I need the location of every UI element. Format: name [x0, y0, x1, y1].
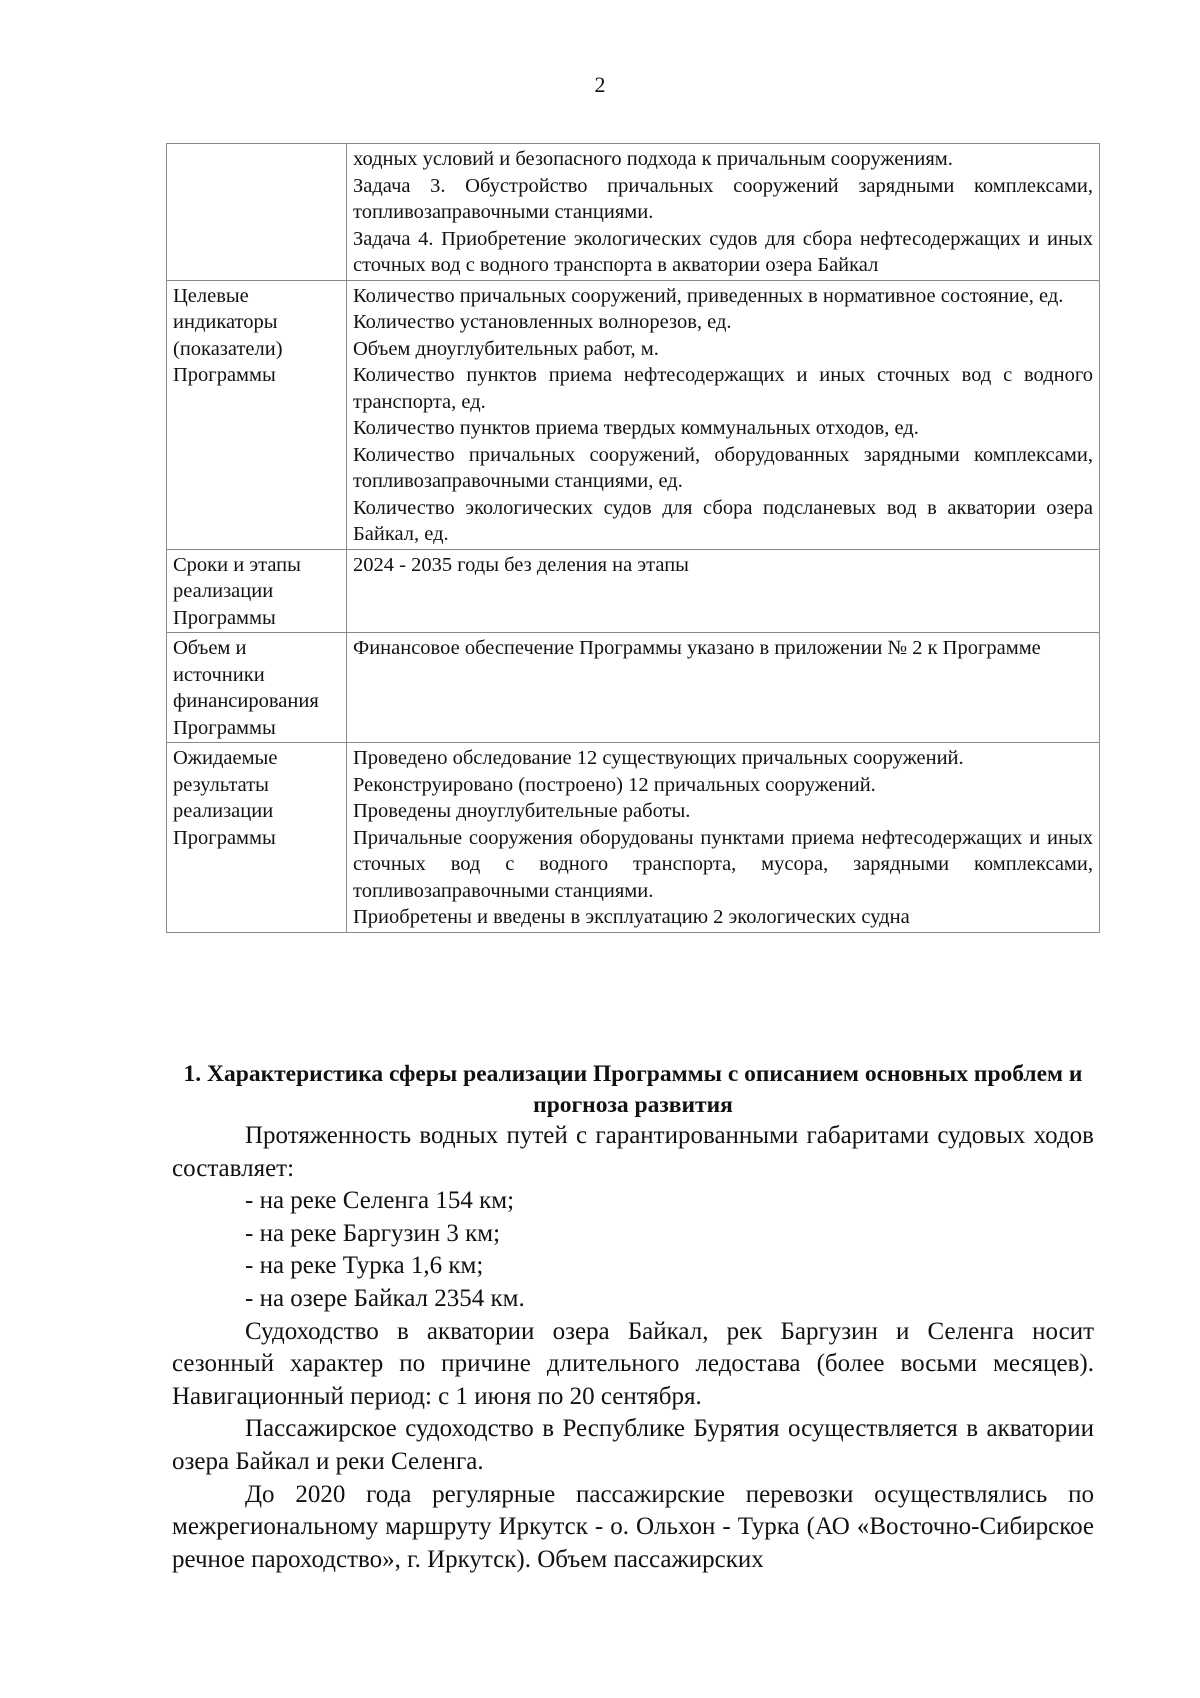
content-line: Количество пунктов приема твердых коммунальных отходов, ед.	[353, 417, 919, 439]
list-item: - на реке Турка 1,6 км;	[245, 1252, 484, 1280]
content-line: Количество установленных волнорезов, ед.	[353, 311, 732, 333]
content-line: Задача 3. Обустройство причальных сооружений зарядными комплексами, топливозаправочными станциями.	[353, 174, 1093, 223]
row-content	[347, 633, 1100, 743]
page-number: 2	[594, 72, 606, 97]
content-line: Причальные сооружения оборудованы пунктами приема нефтесодержащих и иных сточных вод с водного транспорта, мусора, зарядными комплексами, топливозаправочными станциями.	[353, 826, 1093, 902]
program-passport-table	[166, 143, 1100, 933]
table-row	[167, 280, 1100, 549]
list-item: - на озере Байкал 2354 км.	[245, 1284, 525, 1312]
paragraph: Протяженность водных путей с гарантированными габаритами судовых ходов составляет:	[172, 1122, 1094, 1182]
content-line: Количество причальных сооружений, оборудованных зарядными комплексами, топливозаправочными станциями, ед.	[353, 443, 1093, 492]
row-content	[347, 549, 1100, 633]
row-label: Объем и источники финансирования Программы	[167, 633, 347, 743]
table-row	[167, 549, 1100, 633]
table-row	[167, 743, 1100, 933]
list-item: - на реке Селенга 154 км;	[245, 1187, 515, 1215]
content-line: Финансовое обеспечение Программы указано в приложении № 2 к Программе	[353, 637, 1041, 659]
content-line: Проведены дноуглубительные работы.	[353, 800, 691, 822]
row-label: Сроки и этапы реализации Программы	[167, 549, 347, 633]
paragraph: До 2020 года регулярные пассажирские перевозки осуществлялись по межрегиональному маршруту Иркутск - о. Ольхон - Турка (АО «Восточно-Сибирское речное пароходство», г. Иркутск). Объем пассажирских	[172, 1480, 1094, 1573]
row-label: Целевые индикаторы (показатели) Программы	[167, 280, 347, 549]
row-label: Ожидаемые результаты реализации Программы	[167, 743, 347, 933]
row-content	[347, 280, 1100, 549]
paragraph: Судоходство в акватории озера Байкал, рек Баргузин и Селенга носит сезонный характер по причине длительного ледостава (более восьми месяцев). Навигационный период: с 1 июня по 20 сентября.	[172, 1317, 1094, 1410]
list-item: - на реке Баргузин 3 км;	[245, 1219, 501, 1247]
paragraph: Пассажирское судоходство в Республике Бурятия осуществляется в акватории озера Байкал и реки Селенга.	[172, 1415, 1094, 1475]
content-line: Количество причальных сооружений, приведенных в нормативное состояние, ед.	[353, 284, 1064, 307]
content-line: Объем дноуглубительных работ, м.	[353, 337, 659, 360]
row-label	[167, 144, 347, 281]
table-row	[167, 633, 1100, 743]
content-line: ходных условий и безопасного подхода к причальным сооружениям.	[353, 148, 953, 170]
row-content	[347, 743, 1100, 933]
content-line: Количество экологических судов для сбора подсланевых вод в акватории озера Байкал, ед.	[353, 496, 1093, 545]
section-body	[172, 1120, 1094, 1576]
section-heading: 1. Характеристика сферы реализации Программы с описанием основных проблем и прогноза развития	[183, 1060, 1083, 1118]
row-content	[347, 144, 1100, 281]
content-line: 2024 - 2035 годы без деления на этапы	[353, 553, 689, 576]
content-line: Реконструировано (построено) 12 причальных сооружений.	[353, 773, 876, 796]
content-line: Задача 4. Приобретение экологических судов для сбора нефтесодержащих и иных сточных вод с водного транспорта в акватории озера Байкал	[353, 227, 1093, 276]
content-line: Приобретены и введены в эксплуатацию 2 экологических судна	[353, 906, 910, 928]
content-line: Количество пунктов приема нефтесодержащих и иных сточных вод с водного транспорта, ед.	[353, 364, 1093, 413]
table-row	[167, 144, 1100, 281]
content-line: Проведено обследование 12 существующих причальных сооружений.	[353, 747, 964, 769]
